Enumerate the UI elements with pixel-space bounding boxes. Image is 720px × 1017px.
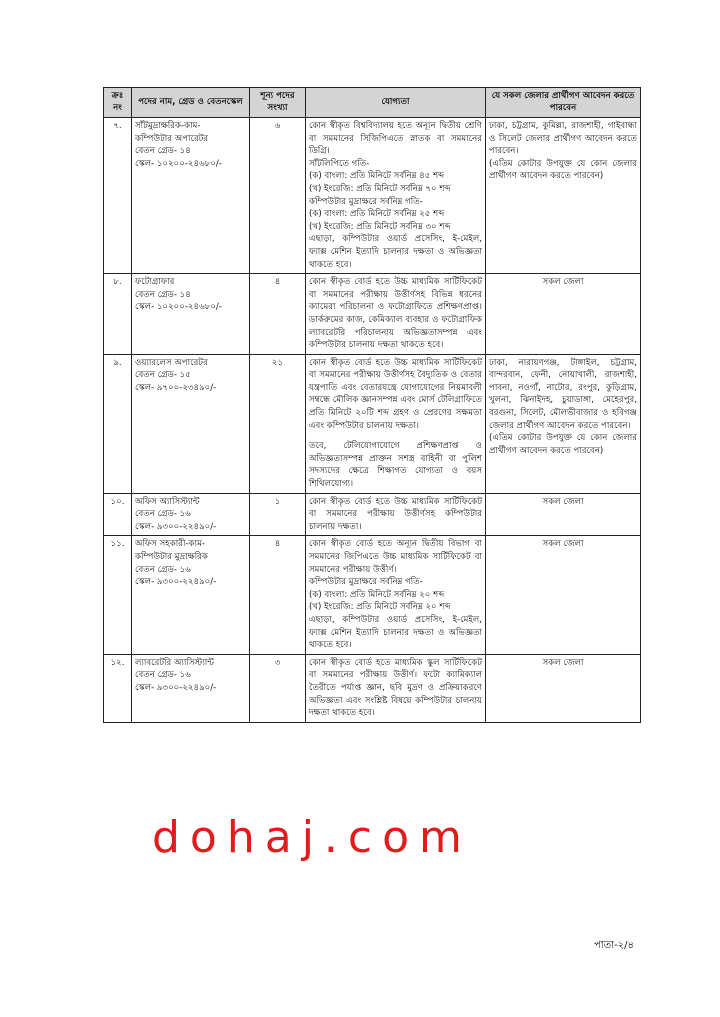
qualification-line: (ক) বাংলা: প্রতি মিনিটে সর্বনিম্ন ২৫ শব্দ	[309, 209, 445, 220]
table-row	[104, 654, 641, 722]
qualification-line: তবে, টেলিযোগাযোগে প্রশিক্ষণপ্রাপ্ত ও অভিজ্ঞতাসম্পন্ন প্রাক্তন সশস্ত্র বাহিনী বা পুলিশ সদস্যদের ক্ষেত্রে শিক্ষাগত যোগ্যতা ও বয়স শিথিলযোগ্য।	[309, 441, 482, 490]
district-line: (এতিম কোটার উপযুক্ত যে কোন জেলার প্রার্থীগণ আবেদন করতে পারবেন)	[489, 158, 637, 182]
district-line: ঢাকা, চট্টগ্রাম, কুমিল্লা, রাজশাহী, গাইবান্ধা ও সিলেট জেলার প্রার্থীগণ আবেদন করতে পারবেন।	[489, 121, 637, 157]
header-post: পদের নাম, গ্রেড ও বেতনস্কেল	[132, 88, 250, 118]
serial-number: ১১.	[104, 536, 132, 654]
qualification-line: (ক) বাংলা: প্রতি মিনিটে সর্বনিম্ন ৪৫ শব্দ	[309, 171, 445, 182]
table-row	[104, 536, 641, 654]
qualification-line: কোন স্বীকৃত বোর্ড হতে মাধ্যমিক স্কুল সার্টিফিকেট বা সমমানের পরীক্ষায় উত্তীর্ণ। ফটো ক্যামিক্যাল তৈরীতে পর্যাপ্ত জ্ঞান, ছবি মুদ্রণ ও প্রক্রিয়াকরণে অভিজ্ঞতা এবং সংশ্লিষ্ট বিষয়ে কম্পিউটার চালনায় দক্ষতা থাকতে হবে।	[309, 657, 482, 719]
table-body	[104, 118, 641, 723]
post-line: স্কেল- ১০২০০-২৪৬৮০/-	[135, 158, 222, 169]
table-header-row	[104, 88, 641, 118]
post-line: স্কেল- ৯৭০০-২৩৪৯০/-	[135, 382, 217, 393]
serial-number: ৯.	[104, 354, 132, 493]
district-line: ঢাকা, নারায়ণগঞ্জ, টাঙ্গাইল, চট্টগ্রাম, বান্দরবান, ফেনী, নোয়াখালী, রাজশাহী, পাবনা, নওগাঁ, নাটোর, রংপুর, কুড়িগ্রাম, খুলনা, ঝিনাইদহ, চুয়াডাঙ্গা, মেহেরপুর, বরগুনা, সিলেট, মৌলভীবাজার ও হবিগঞ্জ জেলার প্রার্থীগণ আবেদন করতে পারবেন।	[489, 357, 637, 431]
district-line: সকল জেলা	[542, 277, 584, 288]
qualification-line: (ক) বাংলা: প্রতি মিনিটে সর্বনিম্ন ২০ শব্দ	[309, 589, 445, 600]
post-line: স্কেল- ৯৩০০-২২৪৯০/-	[135, 682, 217, 693]
qualification-cell	[306, 118, 486, 274]
page-number: পাতা-২/৪	[593, 940, 634, 951]
table-row	[104, 274, 641, 355]
qualification-line: কম্পিউটার মুদ্রাক্ষরে সর্বনিম্ন গতি-	[309, 196, 423, 207]
qualification-line: কোন স্বীকৃত বিশ্ববিদ্যালয় হতে অন্যূন দ্বিতীয় শ্রেণি বা সমমানের সিজিপিএতে স্নাতক বা সমমানের ডিগ্রি।	[309, 121, 482, 157]
post-details	[132, 118, 250, 274]
qualification-line: এছাড়া, কম্পিউটার ওয়ার্ড প্রসেসিং, ই-মেইল, ফ্যাক্স মেশিন ইত্যাদি চালনার দক্ষতা ও অভিজ্ঞতা থাকতে হবে।	[309, 234, 482, 270]
qualification-line: কোন স্বীকৃত বোর্ড হতে অন্যূন দ্বিতীয় বিভাগ বা সমমানের জিপিএতে উচ্চ মাধ্যমিক সার্টিফিকেট বা সমমানের পরীক্ষায় উত্তীর্ণ।	[309, 539, 482, 575]
post-line: বেতন গ্রেড- ১৬	[135, 670, 191, 681]
header-vacancy-count: শূন্য পদের সংখ্যা	[250, 88, 306, 118]
post-line: কম্পিউটার অপারেটর	[135, 133, 209, 144]
serial-number: ১০.	[104, 493, 132, 536]
table-row	[104, 118, 641, 274]
post-details	[132, 274, 250, 355]
header-eligible-districts: যে সকল জেলার প্রার্থীগণ আবেদন করতে পারবেন	[486, 88, 641, 118]
district-line: সকল জেলা	[542, 539, 584, 550]
post-details	[132, 493, 250, 536]
qualification-line: কম্পিউটার মুদ্রাক্ষরে সর্বনিম্ন গতি-	[309, 577, 423, 588]
table-row	[104, 354, 641, 493]
qualification-cell	[306, 274, 486, 355]
post-line: সাঁটমুদ্রাক্ষরিক-কাম-	[135, 121, 201, 131]
post-line: অফিস সহকারী-কাম-	[135, 539, 205, 550]
vacancy-count: ৩	[250, 654, 306, 722]
qualification-line: কোন স্বীকৃত বোর্ড হতে উচ্চ মাধ্যমিক সার্টিফিকেট বা সমমানের পরীক্ষায় উত্তীর্ণসহ বৈদ্যুতিক ও বেতার যন্ত্রপাতি এবং বেতারযন্ত্রে যোগাযোগের নিয়মাবলী সম্বন্ধে মৌলিক জ্ঞানসম্পন্ন এবং মোর্স টেলিগ্রাফিতে প্রতি মিনিটে ২০টি শব্দ গ্রহণ ও প্রেরণের সক্ষমতা এবং কম্পিউটার চালনায় দক্ষতা।	[309, 357, 482, 431]
eligible-districts-cell	[486, 654, 641, 722]
serial-number: ৮.	[104, 274, 132, 355]
serial-number: ১২.	[104, 654, 132, 722]
post-line: ওয়্যারলেস অপারেটর	[135, 357, 208, 368]
vacancy-count: ৬	[250, 118, 306, 274]
job-vacancy-table	[103, 87, 641, 723]
qualification-line: কোন স্বীকৃত বোর্ড হতে উচ্চ মাধ্যমিক সার্টিফিকেট বা সমমানের পরীক্ষায় উত্তীর্ণসহ কম্পিউটার চালনায় দক্ষতা।	[309, 496, 482, 532]
vacancy-count: ৪	[250, 536, 306, 654]
district-line: (এতিম কোটার উপযুক্ত যে কোন জেলার প্রার্থীগণ আবেদন করতে পারবেন)	[489, 433, 637, 456]
post-line: বেতন গ্রেড- ১৫	[135, 370, 191, 381]
post-line: বেতন গ্রেড- ১৬	[135, 564, 191, 575]
qualification-cell	[306, 536, 486, 654]
eligible-districts-cell	[486, 536, 641, 654]
vacancy-count: ১	[250, 493, 306, 536]
post-line: স্কেল- ১০২০০-২৪৬৮০/-	[135, 302, 222, 313]
post-line: বেতন গ্রেড- ১৪	[135, 289, 191, 300]
qualification-line: সাঁটলিপিতে গতি-	[309, 158, 370, 169]
eligible-districts-cell	[486, 274, 641, 355]
qualification-line: (খ) ইংরেজি: প্রতি মিনিটে সর্বনিম্ন ৩০ শব্দ	[309, 221, 451, 232]
qualification-line: (খ) ইংরেজি: প্রতি মিনিটে সর্বনিম্ন ২০ শব্দ	[309, 602, 451, 613]
post-line: ল্যাবরেটরি অ্যাসিস্ট্যান্ট	[135, 657, 215, 668]
eligible-districts-cell	[486, 493, 641, 536]
vacancy-count: ৪	[250, 274, 306, 355]
post-line: কম্পিউটার মুদ্রাক্ষরিক	[135, 552, 208, 562]
eligible-districts-cell	[486, 118, 641, 274]
district-line: সকল জেলা	[542, 657, 584, 668]
post-details	[132, 654, 250, 722]
post-line: বেতন গ্রেড- ১৬	[135, 509, 191, 520]
qualification-cell	[306, 354, 486, 493]
post-line: স্কেল- ৯৩০০-২২৪৯০/-	[135, 521, 217, 532]
qualification-cell	[306, 493, 486, 536]
post-line: অফিস অ্যাসিস্ট্যান্ট	[135, 496, 200, 507]
qualification-line: (খ) ইংরেজি: প্রতি মিনিটে সর্বনিম্ন ৭০ শব্দ	[309, 183, 451, 194]
eligible-districts-cell	[486, 354, 641, 493]
vacancy-count: ২১	[250, 354, 306, 493]
qualification-line: কোন স্বীকৃত বোর্ড হতে উচ্চ মাধ্যমিক সার্টিফিকেট বা সমমানের পরীক্ষায় উত্তীর্ণসহ বিভিন্ন ধরনের ক্যামেরা পরিচালনা ও ফটোগ্রাফিতে প্রশিক্ষণপ্রাপ্ত। ডার্করুমের কাজ, কেমিক্যাল ব্যবহার ও ফটোগ্রাফিক ল্যাবরেটরি পরিচালনায় অভিজ্ঞতাসম্পন্ন এবং কম্পিউটার চালনায় দক্ষতা থাকতে হবে।	[309, 277, 482, 351]
watermark-text: dohaj.com	[152, 812, 472, 863]
header-serial: ক্রঃ নং	[104, 88, 132, 118]
district-line: সকল জেলা	[542, 496, 584, 507]
post-line: স্কেল- ৯৩০০-২২৪৯০/-	[135, 577, 217, 588]
table-row	[104, 493, 641, 536]
post-details	[132, 536, 250, 654]
header-qualification: যোগ্যতা	[306, 88, 486, 118]
serial-number: ৭.	[104, 118, 132, 274]
qualification-cell	[306, 654, 486, 722]
post-line: বেতন গ্রেড- ১৪	[135, 146, 191, 157]
post-line: ফটোগ্রাফার	[135, 277, 175, 288]
post-details	[132, 354, 250, 493]
qualification-line: এছাড়া, কম্পিউটার ওয়ার্ড প্রসেসিং, ই-মেইল, ফ্যাক্স মেশিন ইত্যাদি চালনার দক্ষতা ও অভিজ্ঞতা থাকতে হবে।	[309, 614, 482, 651]
